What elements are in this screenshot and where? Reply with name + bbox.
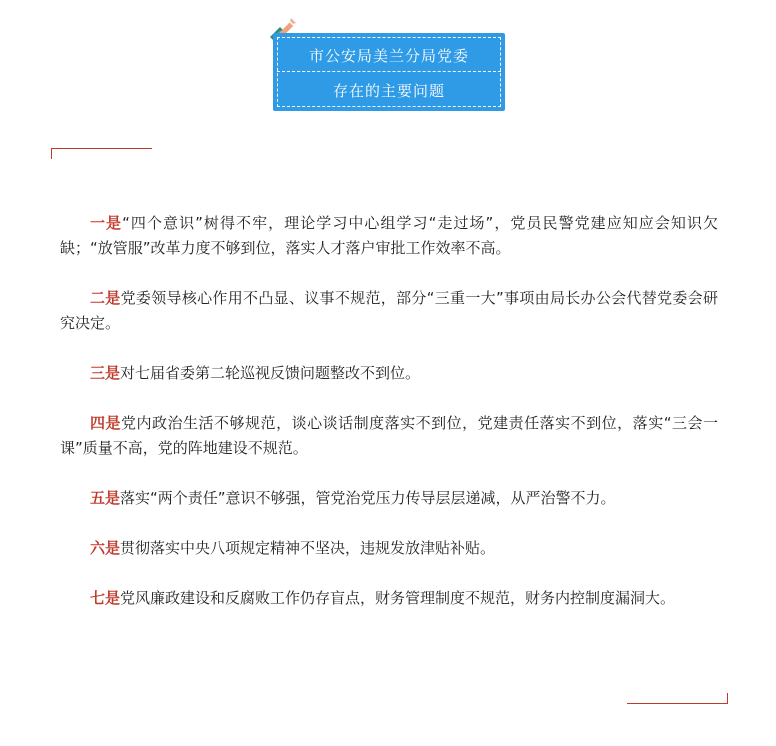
problem-lead: 二是 xyxy=(90,289,121,307)
problem-text: 贯彻落实中央八项规定精神不坚决，违规发放津贴补贴。 xyxy=(120,539,496,557)
problem-item-2 xyxy=(60,286,718,336)
problem-lead: 四是 xyxy=(90,414,122,432)
problem-lead: 三是 xyxy=(90,364,121,382)
corner-decoration-bottom-right xyxy=(627,693,728,704)
title-line-2: 存在的主要问题 xyxy=(332,82,445,100)
problem-item-3 xyxy=(60,361,718,386)
problem-lead: 六是 xyxy=(90,539,121,557)
title-divider xyxy=(277,71,501,72)
problem-text: 党委领导核心作用不凸显、议事不规范，部分“三重一大”事项由局长办公会代替党委会研究决定。 xyxy=(60,289,718,332)
problem-text: 对七届省委第二轮巡视反馈问题整改不到位。 xyxy=(120,364,421,382)
problem-item-4 xyxy=(60,411,718,461)
problem-list xyxy=(60,211,718,636)
problem-item-7 xyxy=(60,586,718,611)
problem-lead: 五是 xyxy=(90,489,121,507)
title-line-1: 市公安局美兰分局党委 xyxy=(308,47,469,65)
corner-decoration-top-left xyxy=(51,148,152,159)
problem-text: 落实“两个责任”意识不够强，管党治党压力传导层层递减，从严治警不力。 xyxy=(120,489,616,507)
problem-lead: 一是 xyxy=(90,214,123,232)
title-banner xyxy=(273,33,505,111)
problem-item-1 xyxy=(60,211,718,261)
problem-item-6 xyxy=(60,536,718,561)
problem-text: 党风廉政建设和反腐败工作仍存盲点，财务管理制度不规范，财务内控制度漏洞大。 xyxy=(120,589,676,607)
problem-text: “四个意识”树得不牢，理论学习中心组学习“走过场”，党员民警党建应知应会知识欠缺；“放管服”改革力度不够到位，落实人才落户审批工作效率不高。 xyxy=(60,214,718,257)
problem-lead: 七是 xyxy=(90,589,121,607)
problem-text: 党内政治生活不够规范，谈心谈话制度落实不到位，党建责任落实不到位，落实“三会一课”质量不高，党的阵地建设不规范。 xyxy=(60,414,718,457)
problem-item-5 xyxy=(60,486,718,511)
